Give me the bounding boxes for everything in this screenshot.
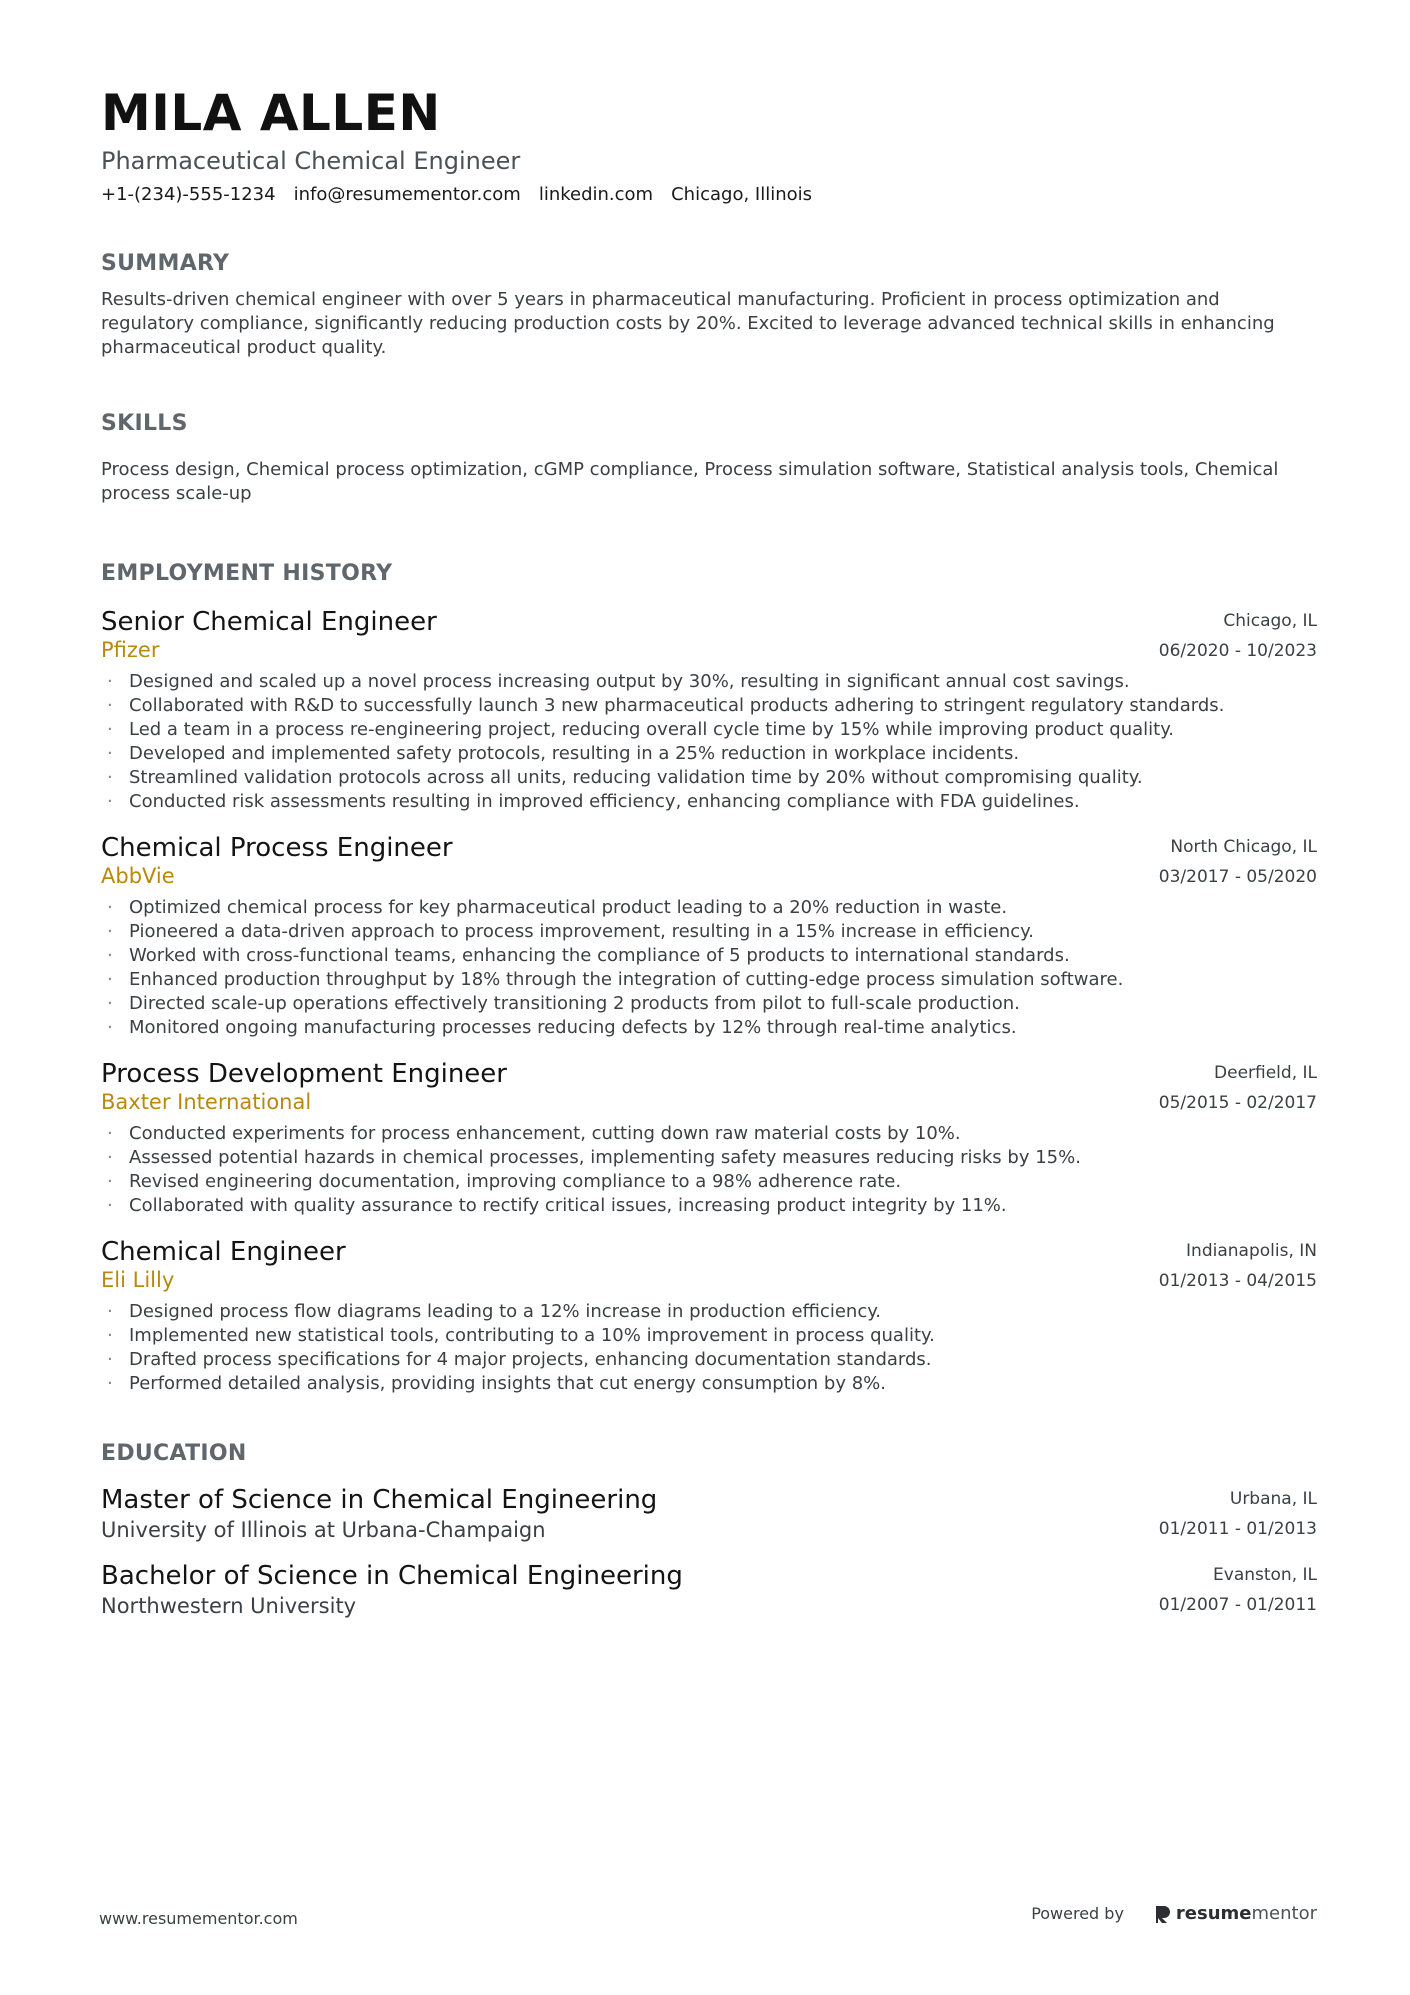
- job-location: Indianapolis, IN: [1186, 1241, 1317, 1261]
- contact-location: Chicago, Illinois: [671, 184, 813, 205]
- education-degree: Master of Science in Chemical Engineering: [101, 1485, 658, 1515]
- job-bullet: · Designed process flow diagrams leading to a 12% increase in production efficiency.: [107, 1301, 882, 1322]
- contact-line: [101, 182, 1317, 208]
- job-bullets: [101, 1300, 1317, 1396]
- job-company: Baxter International: [101, 1090, 312, 1114]
- job-entry: [101, 606, 1317, 814]
- job-bullets: [101, 896, 1317, 1040]
- job-bullet: · Conducted experiments for process enhancement, cutting down raw material costs by 10%.: [107, 1123, 961, 1144]
- education-dates: 01/2007 - 01/2011: [1158, 1595, 1317, 1615]
- job-bullet: · Monitored ongoing manufacturing processes reducing defects by 12% through real-time analytics.: [107, 1017, 1017, 1038]
- job-bullet: · Enhanced production throughput by 18% through the integration of cutting-edge process simulation software.: [107, 969, 1124, 990]
- job-company: AbbVie: [101, 864, 175, 888]
- job-title: Process Development Engineer: [101, 1059, 507, 1089]
- section-title-education: EDUCATION: [101, 1441, 247, 1466]
- education-location: Urbana, IL: [1229, 1489, 1317, 1509]
- education-school: University of Illinois at Urbana-Champaign: [101, 1518, 546, 1542]
- education-dates: 01/2011 - 01/2013: [1158, 1519, 1317, 1539]
- job-dates: 01/2013 - 04/2015: [1158, 1271, 1317, 1291]
- job-bullet: · Conducted risk assessments resulting in improved efficiency, enhancing compliance with FDA guidelines.: [107, 791, 1080, 812]
- job-location: Deerfield, IL: [1214, 1063, 1317, 1083]
- education-entry: [101, 1560, 1317, 1620]
- employment-section: [101, 560, 1317, 1396]
- job-title: Senior Chemical Engineer: [101, 607, 437, 637]
- job-bullet: · Streamlined validation protocols across all units, reducing validation time by 20% without compromising quality.: [107, 767, 1143, 788]
- section-title-skills: SKILLS: [101, 411, 188, 436]
- job-bullet: · Led a team in a process re-engineering project, reducing overall cycle time by 15% while improving product quality.: [107, 719, 1175, 740]
- job-bullet: · Optimized chemical process for key pharmaceutical product leading to a 20% reduction in waste.: [107, 897, 1008, 918]
- resumementor-logo[interactable]: [1154, 1903, 1317, 1924]
- powered-by-label: Powered by: [1031, 1904, 1124, 1923]
- job-entry: [101, 832, 1317, 1040]
- job-location: North Chicago, IL: [1170, 837, 1317, 857]
- job-bullet: · Assessed potential hazards in chemical processes, implementing safety measures reducing risks by 15%.: [107, 1147, 1081, 1168]
- brand-bold: resume: [1175, 1903, 1252, 1924]
- job-bullet: · Implemented new statistical tools, contributing to a 10% improvement in process quality.: [107, 1325, 935, 1346]
- resume-content: [101, 82, 1317, 1620]
- job-bullet: · Designed and scaled up a novel process increasing output by 30%, resulting in significant annual cost savings.: [107, 671, 1130, 692]
- job-dates: 05/2015 - 02/2017: [1158, 1093, 1317, 1113]
- job-bullet: · Revised engineering documentation, improving compliance to a 98% adherence rate.: [107, 1171, 902, 1192]
- job-entry: [101, 1058, 1317, 1218]
- contact-phone[interactable]: +1-(234)-555-1234: [101, 184, 276, 205]
- education-section: [101, 1440, 1317, 1620]
- job-bullet: · Performed detailed analysis, providing insights that cut energy consumption by 8%.: [107, 1373, 887, 1394]
- job-bullet: · Drafted process specifications for 4 major projects, enhancing documentation standards.: [107, 1349, 932, 1370]
- job-company: Eli Lilly: [101, 1268, 175, 1292]
- candidate-name: MILA ALLEN: [101, 84, 441, 142]
- job-bullet: · Collaborated with R&D to successfully launch 3 new pharmaceutical products adhering to stringent regulatory standards.: [107, 695, 1225, 716]
- job-location: Chicago, IL: [1223, 611, 1317, 631]
- footer-website[interactable]: www.resumementor.com: [99, 1909, 298, 1928]
- job-bullets: [101, 1122, 1317, 1218]
- brand-light: mentor: [1251, 1903, 1317, 1924]
- section-title-employment: EMPLOYMENT HISTORY: [101, 561, 393, 586]
- skills-text: Process design, Chemical process optimization, cGMP compliance, Process simulation software, Statistical analysis tools, Chemical process scale-up: [101, 459, 1279, 504]
- job-bullet: · Collaborated with quality assurance to rectify critical issues, increasing product integrity by 11%.: [107, 1195, 1007, 1216]
- job-company: Pfizer: [101, 638, 160, 662]
- footer-branding: [1031, 1903, 1317, 1924]
- candidate-role: Pharmaceutical Chemical Engineer: [101, 147, 521, 175]
- education-school: Northwestern University: [101, 1594, 357, 1618]
- education-location: Evanston, IL: [1213, 1565, 1317, 1585]
- section-title-summary: SUMMARY: [101, 251, 230, 276]
- job-title: Chemical Engineer: [101, 1237, 346, 1267]
- skills-section: [101, 410, 1317, 506]
- contact-email[interactable]: info@resumementor.com: [293, 184, 521, 205]
- contact-linkedin[interactable]: linkedin.com: [538, 184, 654, 205]
- summary-section: [101, 250, 1317, 360]
- job-bullet: · Directed scale-up operations effectively transitioning 2 products from pilot to full-scale production.: [107, 993, 1020, 1014]
- job-dates: 06/2020 - 10/2023: [1158, 641, 1317, 661]
- job-bullet: · Pioneered a data-driven approach to process improvement, resulting in a 15% increase in efficiency.: [107, 921, 1034, 942]
- job-bullet: · Developed and implemented safety protocols, resulting in a 25% reduction in workplace incidents.: [107, 743, 1020, 764]
- education-entry: [101, 1484, 1317, 1544]
- job-bullets: [101, 670, 1317, 814]
- resumementor-logo-icon: [1154, 1904, 1170, 1924]
- job-title: Chemical Process Engineer: [101, 833, 453, 863]
- job-entry: [101, 1236, 1317, 1396]
- summary-text: Results-driven chemical engineer with over 5 years in pharmaceutical manufacturing. Proficient in process optimization and regulatory compliance, significantly reducing production costs by 20%. Excited to leverage advanced technical skills in enhancing pharmaceutical product quality.: [101, 289, 1275, 358]
- job-dates: 03/2017 - 05/2020: [1158, 867, 1317, 887]
- education-degree: Bachelor of Science in Chemical Engineering: [101, 1561, 683, 1591]
- job-bullet: · Worked with cross-functional teams, enhancing the compliance of 5 products to international standards.: [107, 945, 1070, 966]
